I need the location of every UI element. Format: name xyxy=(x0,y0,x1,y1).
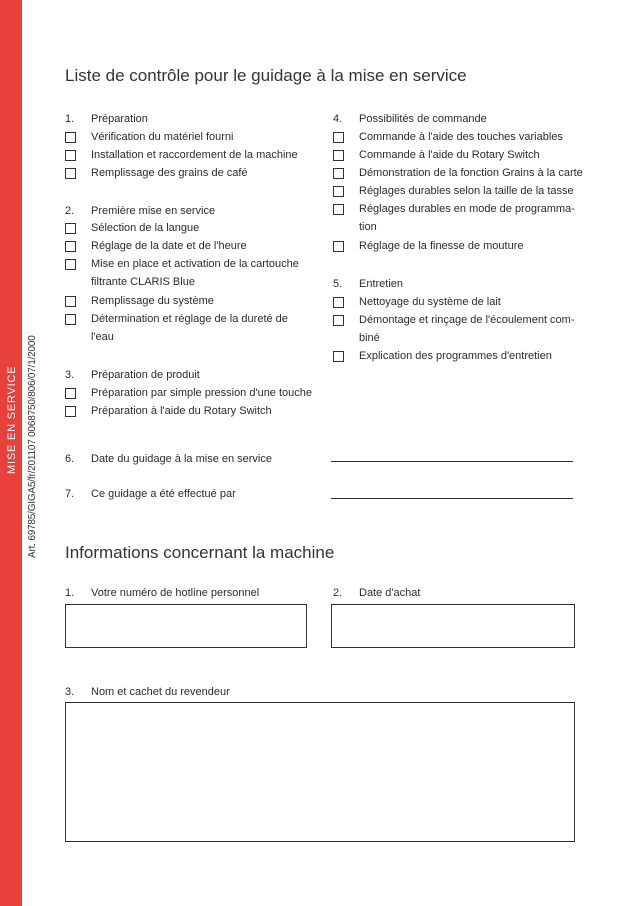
checkbox[interactable] xyxy=(65,150,76,161)
checklist-item-label: Réglage de la finesse de mouture xyxy=(359,240,524,252)
field-number: 7. xyxy=(65,488,75,500)
section-heading-label: Possibilités de commande xyxy=(359,113,487,125)
checkbox[interactable] xyxy=(65,388,76,399)
field-label: Date d'achat xyxy=(359,587,421,599)
section-number: 4. xyxy=(333,113,343,125)
section-heading-label: Première mise en service xyxy=(91,205,216,217)
checklist-item-label: Démonstration de la fonction Grains à la carte xyxy=(359,167,583,179)
checkbox[interactable] xyxy=(333,150,344,161)
checklist-item-label: Démontage et rinçage de l'écoulement com- xyxy=(359,314,575,326)
checkbox[interactable] xyxy=(333,204,344,215)
article-reference: Art. 69785/GIGA5/fr/201107 0068750/806/07/1/2000 xyxy=(27,335,38,558)
section-heading-label: Préparation xyxy=(91,113,148,125)
guided-by-input-line[interactable] xyxy=(331,498,573,499)
checkbox[interactable] xyxy=(65,241,76,252)
field-number: 2. xyxy=(333,587,343,599)
hotline-number-box[interactable] xyxy=(65,604,307,648)
checklist-item-label: Préparation par simple pression d'une touche xyxy=(91,387,313,399)
checklist-item-label: Sélection de la langue xyxy=(91,222,200,234)
checklist-title: Liste de contrôle pour le guidage à la mise en service xyxy=(65,66,467,85)
dealer-stamp-box[interactable] xyxy=(65,702,575,842)
checkbox[interactable] xyxy=(333,351,344,362)
machine-info-title: Informations concernant la machine xyxy=(65,543,335,562)
checkbox[interactable] xyxy=(65,296,76,307)
checklist-item-label: Préparation à l'aide du Rotary Switch xyxy=(91,405,272,417)
checklist-item-label: biné xyxy=(359,332,380,344)
checklist-item-label: Remplissage du système xyxy=(91,295,214,307)
checklist-item-label: tion xyxy=(359,221,377,233)
section-heading-label: Préparation de produit xyxy=(91,369,200,381)
field-number: 3. xyxy=(65,686,75,698)
field-label: Ce guidage a été effectué par xyxy=(91,488,236,500)
checkbox[interactable] xyxy=(333,186,344,197)
purchase-date-box[interactable] xyxy=(331,604,575,648)
checklist-item-label: Réglages durables en mode de programma- xyxy=(359,203,575,215)
checkbox[interactable] xyxy=(65,259,76,270)
checklist-item-label: Installation et raccordement de la machine xyxy=(91,149,298,161)
field-number: 6. xyxy=(65,453,75,465)
checkbox[interactable] xyxy=(333,297,344,308)
checklist-item-label: Mise en place et activation de la cartouche xyxy=(91,258,299,270)
section-heading-label: Entretien xyxy=(359,278,404,290)
checkbox[interactable] xyxy=(65,132,76,143)
section-label: MISE EN SERVICE xyxy=(6,365,18,474)
field-label: Date du guidage à la mise en service xyxy=(91,453,272,465)
section-number: 2. xyxy=(65,205,75,217)
section-number: 5. xyxy=(333,278,343,290)
checklist-item-label: Commande à l'aide des touches variables xyxy=(359,131,563,143)
field-number: 1. xyxy=(65,587,75,599)
checklist-item-label: Remplissage des grains de café xyxy=(91,167,248,179)
checklist-item-label: Réglages durables selon la taille de la tasse xyxy=(359,185,574,197)
checkbox[interactable] xyxy=(333,315,344,326)
checkbox[interactable] xyxy=(333,132,344,143)
checkbox[interactable] xyxy=(65,314,76,325)
checkbox[interactable] xyxy=(65,168,76,179)
date-guidance-input-line[interactable] xyxy=(331,461,573,462)
checklist-item-label: Détermination et réglage de la dureté de xyxy=(91,313,288,325)
checklist-item-label: filtrante CLARIS Blue xyxy=(91,276,195,288)
checkbox[interactable] xyxy=(333,241,344,252)
field-label: Votre numéro de hotline personnel xyxy=(91,587,260,599)
field-label: Nom et cachet du revendeur xyxy=(91,686,230,698)
section-number: 3. xyxy=(65,369,75,381)
checklist-item-label: Explication des programmes d'entretien xyxy=(359,350,552,362)
checklist-item-label: l'eau xyxy=(91,331,114,343)
checkbox[interactable] xyxy=(333,168,344,179)
checklist-item-label: Nettoyage du système de lait xyxy=(359,296,501,308)
checklist-item-label: Réglage de la date et de l'heure xyxy=(91,240,247,252)
checklist-item-label: Vérification du matériel fourni xyxy=(91,131,234,143)
checklist-item-label: Commande à l'aide du Rotary Switch xyxy=(359,149,540,161)
section-number: 1. xyxy=(65,113,75,125)
checkbox[interactable] xyxy=(65,223,76,234)
checkbox[interactable] xyxy=(65,406,76,417)
